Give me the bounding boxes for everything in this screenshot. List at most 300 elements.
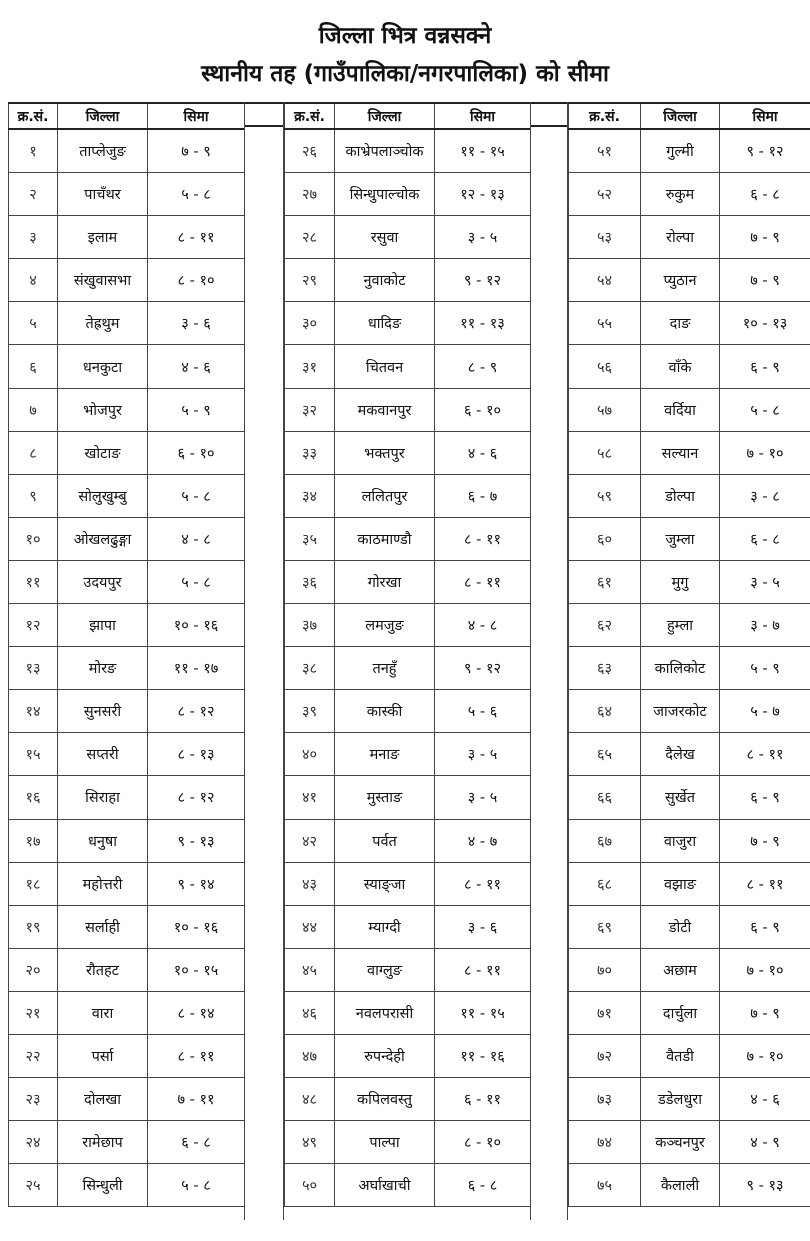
serial-number-cell: ४ xyxy=(9,259,58,302)
range-cell: ५ - ९ xyxy=(720,647,810,690)
district-name-cell: डोटी xyxy=(641,905,720,948)
table-row xyxy=(285,431,531,474)
range-cell: ७ - ११ xyxy=(148,1078,245,1121)
district-name-cell: प्युठान xyxy=(641,259,720,302)
district-name-cell: खोटाङ xyxy=(58,431,148,474)
district-name-cell: जुम्ला xyxy=(641,517,720,560)
district-name-cell: पाचँथर xyxy=(58,173,148,216)
serial-number-cell: ७२ xyxy=(569,1034,641,1077)
district-name-cell: नुवाकोट xyxy=(335,259,435,302)
district-name-cell: दाङ xyxy=(641,302,720,345)
table-row xyxy=(285,388,531,431)
serial-number-cell: ५० xyxy=(285,1164,335,1207)
table-header-row xyxy=(9,103,245,129)
district-name-cell: रुकुम xyxy=(641,173,720,216)
serial-number-cell: ३ xyxy=(9,216,58,259)
table-row xyxy=(569,474,810,517)
range-cell: ८ - ११ xyxy=(435,948,531,991)
range-cell: ११ - १५ xyxy=(435,991,531,1034)
district-name-cell: सल्यान xyxy=(641,431,720,474)
district-name-cell: ताप्लेजुङ xyxy=(58,129,148,173)
table-row xyxy=(285,345,531,388)
serial-number-cell: २१ xyxy=(9,991,58,1034)
range-cell: १० - १६ xyxy=(148,604,245,647)
serial-number-cell: ६४ xyxy=(569,690,641,733)
table-header-row xyxy=(569,103,810,129)
table-row xyxy=(9,819,245,862)
range-cell: ३ - ५ xyxy=(435,776,531,819)
serial-number-cell: ६ xyxy=(9,345,58,388)
serial-number-cell: ७ xyxy=(9,388,58,431)
range-cell: ६ - ९ xyxy=(720,905,810,948)
table-row xyxy=(285,819,531,862)
table-row xyxy=(569,517,810,560)
district-name-cell: डोल्पा xyxy=(641,474,720,517)
spacer-header xyxy=(531,102,567,127)
serial-number-cell: ७३ xyxy=(569,1078,641,1121)
range-cell: ६ - ७ xyxy=(435,474,531,517)
document-subtitle: स्थानीय तह (गाउँपालिका/नगरपालिका) को सीमा xyxy=(201,61,609,87)
table-row xyxy=(285,991,531,1034)
district-name-cell: रसुवा xyxy=(335,216,435,259)
district-name-cell: सोलुखुम्बु xyxy=(58,474,148,517)
table-row xyxy=(569,259,810,302)
table-row xyxy=(569,560,810,603)
serial-number-cell: ४६ xyxy=(285,991,335,1034)
range-cell: ७ - ९ xyxy=(720,819,810,862)
serial-number-cell: ३८ xyxy=(285,647,335,690)
district-name-cell: वाग्लुङ xyxy=(335,948,435,991)
serial-number-cell: १५ xyxy=(9,733,58,776)
range-cell: ५ - ८ xyxy=(148,173,245,216)
table-row xyxy=(285,1078,531,1121)
table-row xyxy=(569,302,810,345)
range-cell: ३ - ७ xyxy=(720,604,810,647)
serial-number-cell: ५४ xyxy=(569,259,641,302)
range-cell: ११ - १५ xyxy=(435,129,531,173)
serial-number-cell: ४४ xyxy=(285,905,335,948)
table-row xyxy=(285,604,531,647)
range-cell: ७ - १० xyxy=(720,431,810,474)
table-row xyxy=(9,474,245,517)
district-table-1 xyxy=(8,102,245,1207)
table-row xyxy=(569,431,810,474)
serial-number-cell: ६६ xyxy=(569,776,641,819)
table-row xyxy=(285,647,531,690)
range-cell: १० - १५ xyxy=(148,948,245,991)
range-cell: ८ - १३ xyxy=(148,733,245,776)
district-name-cell: मोरङ xyxy=(58,647,148,690)
district-table-3 xyxy=(568,102,810,1207)
header-serial-number: क्र.सं. xyxy=(9,103,58,129)
district-name-cell: महोत्तरी xyxy=(58,862,148,905)
range-cell: ४ - ६ xyxy=(148,345,245,388)
district-name-cell: गोरखा xyxy=(335,560,435,603)
table-row xyxy=(285,1121,531,1164)
range-cell: ९ - १३ xyxy=(720,1164,810,1207)
range-cell: ५ - ७ xyxy=(720,690,810,733)
serial-number-cell: १६ xyxy=(9,776,58,819)
serial-number-cell: २२ xyxy=(9,1034,58,1077)
table-row xyxy=(9,388,245,431)
range-cell: ३ - ५ xyxy=(435,216,531,259)
serial-number-cell: २९ xyxy=(285,259,335,302)
table-row xyxy=(569,604,810,647)
range-cell: ५ - ८ xyxy=(148,560,245,603)
district-name-cell: पर्सा xyxy=(58,1034,148,1077)
range-cell: ८ - ११ xyxy=(148,216,245,259)
serial-number-cell: ५७ xyxy=(569,388,641,431)
serial-number-cell: १ xyxy=(9,129,58,173)
serial-number-cell: ४१ xyxy=(285,776,335,819)
header-serial-number: क्र.सं. xyxy=(569,103,641,129)
district-name-cell: सिराहा xyxy=(58,776,148,819)
table-row xyxy=(569,1078,810,1121)
range-cell: ६ - १० xyxy=(148,431,245,474)
serial-number-cell: २८ xyxy=(285,216,335,259)
table-row xyxy=(9,517,245,560)
range-cell: ८ - ९ xyxy=(435,345,531,388)
district-name-cell: धादिङ xyxy=(335,302,435,345)
range-cell: ८ - १२ xyxy=(148,776,245,819)
table-row xyxy=(569,1034,810,1077)
district-name-cell: अर्घाखाची xyxy=(335,1164,435,1207)
district-name-cell: कैलाली xyxy=(641,1164,720,1207)
table-row xyxy=(9,948,245,991)
range-cell: ९ - १३ xyxy=(148,819,245,862)
range-cell: ९ - १२ xyxy=(435,259,531,302)
serial-number-cell: ५३ xyxy=(569,216,641,259)
range-cell: ६ - ८ xyxy=(720,517,810,560)
header-range: सिमा xyxy=(148,103,245,129)
serial-number-cell: २६ xyxy=(285,129,335,173)
district-name-cell: मकवानपुर xyxy=(335,388,435,431)
serial-number-cell: ५८ xyxy=(569,431,641,474)
serial-number-cell: ३६ xyxy=(285,560,335,603)
district-name-cell: सप्तरी xyxy=(58,733,148,776)
serial-number-cell: ४५ xyxy=(285,948,335,991)
district-name-cell: कञ्चनपुर xyxy=(641,1121,720,1164)
table-row xyxy=(569,862,810,905)
serial-number-cell: १७ xyxy=(9,819,58,862)
table-row xyxy=(285,862,531,905)
table-row xyxy=(569,991,810,1034)
range-cell: ९ - १२ xyxy=(720,129,810,173)
district-name-cell: इलाम xyxy=(58,216,148,259)
district-name-cell: सुनसरी xyxy=(58,690,148,733)
serial-number-cell: ४२ xyxy=(285,819,335,862)
district-name-cell: रोल्पा xyxy=(641,216,720,259)
range-cell: ८ - १४ xyxy=(148,991,245,1034)
table-row xyxy=(285,517,531,560)
table-row xyxy=(9,647,245,690)
district-name-cell: मुगु xyxy=(641,560,720,603)
table-row xyxy=(285,776,531,819)
table-row xyxy=(285,173,531,216)
header-district: जिल्ला xyxy=(641,103,720,129)
district-name-cell: सिन्धुपाल्चोक xyxy=(335,173,435,216)
table-row xyxy=(9,1164,245,1207)
serial-number-cell: २३ xyxy=(9,1078,58,1121)
district-name-cell: झापा xyxy=(58,604,148,647)
range-cell: ४ - ६ xyxy=(720,1078,810,1121)
district-name-cell: रुपन्देही xyxy=(335,1034,435,1077)
spacer-header xyxy=(245,102,283,127)
district-name-cell: मुस्ताङ xyxy=(335,776,435,819)
range-cell: ११ - १३ xyxy=(435,302,531,345)
range-cell: ६ - ८ xyxy=(148,1121,245,1164)
range-cell: ५ - ८ xyxy=(148,474,245,517)
range-cell: ७ - ९ xyxy=(720,259,810,302)
table-row xyxy=(9,604,245,647)
table-row xyxy=(9,129,245,173)
table-row xyxy=(9,862,245,905)
range-cell: ८ - ११ xyxy=(720,862,810,905)
range-cell: ४ - ९ xyxy=(720,1121,810,1164)
district-name-cell: ओखलढुङ्गा xyxy=(58,517,148,560)
range-cell: ४ - ८ xyxy=(148,517,245,560)
range-cell: ८ - ११ xyxy=(720,733,810,776)
district-name-cell: दैलेख xyxy=(641,733,720,776)
table-row xyxy=(285,216,531,259)
district-name-cell: हुम्ला xyxy=(641,604,720,647)
table-row xyxy=(569,173,810,216)
district-name-cell: पाल्पा xyxy=(335,1121,435,1164)
district-name-cell: रौतहट xyxy=(58,948,148,991)
range-cell: ५ - ९ xyxy=(148,388,245,431)
serial-number-cell: ६० xyxy=(569,517,641,560)
range-cell: ६ - १० xyxy=(435,388,531,431)
serial-number-cell: ५९ xyxy=(569,474,641,517)
range-cell: ८ - १० xyxy=(148,259,245,302)
district-name-cell: उदयपुर xyxy=(58,560,148,603)
range-cell: ११ - १६ xyxy=(435,1034,531,1077)
header-range: सिमा xyxy=(435,103,531,129)
table-row xyxy=(569,690,810,733)
serial-number-cell: ६२ xyxy=(569,604,641,647)
range-cell: ९ - १२ xyxy=(435,647,531,690)
range-cell: १० - १६ xyxy=(148,905,245,948)
serial-number-cell: ३१ xyxy=(285,345,335,388)
serial-number-cell: ४३ xyxy=(285,862,335,905)
range-cell: १० - १३ xyxy=(720,302,810,345)
district-name-cell: दार्चुला xyxy=(641,991,720,1034)
district-name-cell: चितवन xyxy=(335,345,435,388)
table-row xyxy=(9,733,245,776)
table-row xyxy=(569,647,810,690)
district-name-cell: गुल्मी xyxy=(641,129,720,173)
district-name-cell: तनहुँ xyxy=(335,647,435,690)
serial-number-cell: ३० xyxy=(285,302,335,345)
table-row xyxy=(569,345,810,388)
serial-number-cell: ७० xyxy=(569,948,641,991)
serial-number-cell: ७५ xyxy=(569,1164,641,1207)
range-cell: ५ - ८ xyxy=(720,388,810,431)
district-name-cell: नवलपरासी xyxy=(335,991,435,1034)
table-row xyxy=(569,948,810,991)
serial-number-cell: ६१ xyxy=(569,560,641,603)
district-name-cell: भोजपुर xyxy=(58,388,148,431)
document-title: जिल्ला भित्र वन्नसक्ने xyxy=(318,23,492,49)
table-row xyxy=(285,302,531,345)
range-cell: ५ - ८ xyxy=(148,1164,245,1207)
column-spacer-2 xyxy=(530,102,568,1220)
serial-number-cell: ४९ xyxy=(285,1121,335,1164)
table-row xyxy=(569,733,810,776)
serial-number-cell: ६७ xyxy=(569,819,641,862)
table-row xyxy=(9,1121,245,1164)
table-row xyxy=(9,216,245,259)
district-name-cell: वैतडी xyxy=(641,1034,720,1077)
district-name-cell: दोलखा xyxy=(58,1078,148,1121)
table-row xyxy=(9,905,245,948)
range-cell: ६ - ८ xyxy=(720,173,810,216)
table-row xyxy=(569,216,810,259)
table-row xyxy=(569,776,810,819)
table-row xyxy=(569,1121,810,1164)
district-name-cell: डडेलधुरा xyxy=(641,1078,720,1121)
serial-number-cell: ९ xyxy=(9,474,58,517)
serial-number-cell: ६९ xyxy=(569,905,641,948)
header-serial-number: क्र.सं. xyxy=(285,103,335,129)
serial-number-cell: ४८ xyxy=(285,1078,335,1121)
table-row xyxy=(285,948,531,991)
range-cell: ३ - ६ xyxy=(148,302,245,345)
serial-number-cell: २५ xyxy=(9,1164,58,1207)
table-row xyxy=(569,388,810,431)
table-row xyxy=(569,1164,810,1207)
range-cell: ६ - ११ xyxy=(435,1078,531,1121)
serial-number-cell: ७४ xyxy=(569,1121,641,1164)
serial-number-cell: ४० xyxy=(285,733,335,776)
table-row xyxy=(285,733,531,776)
range-cell: १२ - १३ xyxy=(435,173,531,216)
serial-number-cell: ३२ xyxy=(285,388,335,431)
table-row xyxy=(285,690,531,733)
serial-number-cell: २४ xyxy=(9,1121,58,1164)
district-name-cell: वाँके xyxy=(641,345,720,388)
serial-number-cell: ६५ xyxy=(569,733,641,776)
district-name-cell: वर्दिया xyxy=(641,388,720,431)
table-row xyxy=(569,905,810,948)
range-cell: ६ - ९ xyxy=(720,776,810,819)
district-name-cell: वाजुरा xyxy=(641,819,720,862)
serial-number-cell: ३४ xyxy=(285,474,335,517)
range-cell: ८ - ११ xyxy=(435,560,531,603)
serial-number-cell: ३७ xyxy=(285,604,335,647)
district-name-cell: धनकुटा xyxy=(58,345,148,388)
range-cell: ८ - ११ xyxy=(148,1034,245,1077)
district-name-cell: तेह्रथुम xyxy=(58,302,148,345)
range-cell: ८ - १० xyxy=(435,1121,531,1164)
table-row xyxy=(285,129,531,173)
district-name-cell: अछाम xyxy=(641,948,720,991)
district-name-cell: कास्की xyxy=(335,690,435,733)
table-row xyxy=(285,905,531,948)
table-header-row xyxy=(285,103,531,129)
serial-number-cell: ७१ xyxy=(569,991,641,1034)
range-cell: ७ - ९ xyxy=(720,216,810,259)
district-name-cell: सुर्खेत xyxy=(641,776,720,819)
table-row xyxy=(569,129,810,173)
range-cell: ३ - ८ xyxy=(720,474,810,517)
range-cell: ६ - ९ xyxy=(720,345,810,388)
serial-number-cell: ५६ xyxy=(569,345,641,388)
serial-number-cell: २७ xyxy=(285,173,335,216)
district-name-cell: कालिकोट xyxy=(641,647,720,690)
serial-number-cell: १२ xyxy=(9,604,58,647)
range-cell: ८ - ११ xyxy=(435,517,531,560)
range-cell: ७ - ९ xyxy=(148,129,245,173)
serial-number-cell: ११ xyxy=(9,560,58,603)
table-row xyxy=(9,1078,245,1121)
district-name-cell: ललितपुर xyxy=(335,474,435,517)
range-cell: ९ - १४ xyxy=(148,862,245,905)
district-name-cell: मनाङ xyxy=(335,733,435,776)
serial-number-cell: ३९ xyxy=(285,690,335,733)
table-row xyxy=(285,1164,531,1207)
table-row xyxy=(9,259,245,302)
table-row xyxy=(569,819,810,862)
district-name-cell: वारा xyxy=(58,991,148,1034)
range-cell: ३ - ६ xyxy=(435,905,531,948)
district-name-cell: पर्वत xyxy=(335,819,435,862)
serial-number-cell: ५१ xyxy=(569,129,641,173)
district-name-cell: सिन्धुली xyxy=(58,1164,148,1207)
header-district: जिल्ला xyxy=(335,103,435,129)
serial-number-cell: २० xyxy=(9,948,58,991)
serial-number-cell: ५ xyxy=(9,302,58,345)
district-name-cell: काभ्रेपलाञ्चोक xyxy=(335,129,435,173)
district-name-cell: सर्लाही xyxy=(58,905,148,948)
serial-number-cell: १९ xyxy=(9,905,58,948)
district-name-cell: धनुषा xyxy=(58,819,148,862)
serial-number-cell: ८ xyxy=(9,431,58,474)
range-cell: ४ - ७ xyxy=(435,819,531,862)
range-cell: ७ - १० xyxy=(720,1034,810,1077)
column-spacer-1 xyxy=(244,102,284,1220)
serial-number-cell: ६३ xyxy=(569,647,641,690)
range-cell: ३ - ५ xyxy=(720,560,810,603)
range-cell: ७ - ९ xyxy=(720,991,810,1034)
table-row xyxy=(9,560,245,603)
district-name-cell: म्याग्दी xyxy=(335,905,435,948)
district-name-cell: रामेछाप xyxy=(58,1121,148,1164)
range-cell: ६ - ८ xyxy=(435,1164,531,1207)
serial-number-cell: ३५ xyxy=(285,517,335,560)
district-name-cell: वझाङ xyxy=(641,862,720,905)
table-row xyxy=(285,560,531,603)
header-district: जिल्ला xyxy=(58,103,148,129)
district-table-2 xyxy=(284,102,531,1207)
range-cell: ३ - ५ xyxy=(435,733,531,776)
serial-number-cell: ५५ xyxy=(569,302,641,345)
district-name-cell: काठमाण्डौ xyxy=(335,517,435,560)
table-row xyxy=(9,991,245,1034)
table-row xyxy=(9,345,245,388)
table-row xyxy=(9,1034,245,1077)
header-range: सिमा xyxy=(720,103,810,129)
serial-number-cell: १८ xyxy=(9,862,58,905)
range-cell: ८ - १२ xyxy=(148,690,245,733)
serial-number-cell: ४७ xyxy=(285,1034,335,1077)
serial-number-cell: ६८ xyxy=(569,862,641,905)
range-cell: ८ - ११ xyxy=(435,862,531,905)
table-row xyxy=(9,302,245,345)
range-cell: ७ - १० xyxy=(720,948,810,991)
district-name-cell: लमजुङ xyxy=(335,604,435,647)
district-name-cell: भक्तपुर xyxy=(335,431,435,474)
